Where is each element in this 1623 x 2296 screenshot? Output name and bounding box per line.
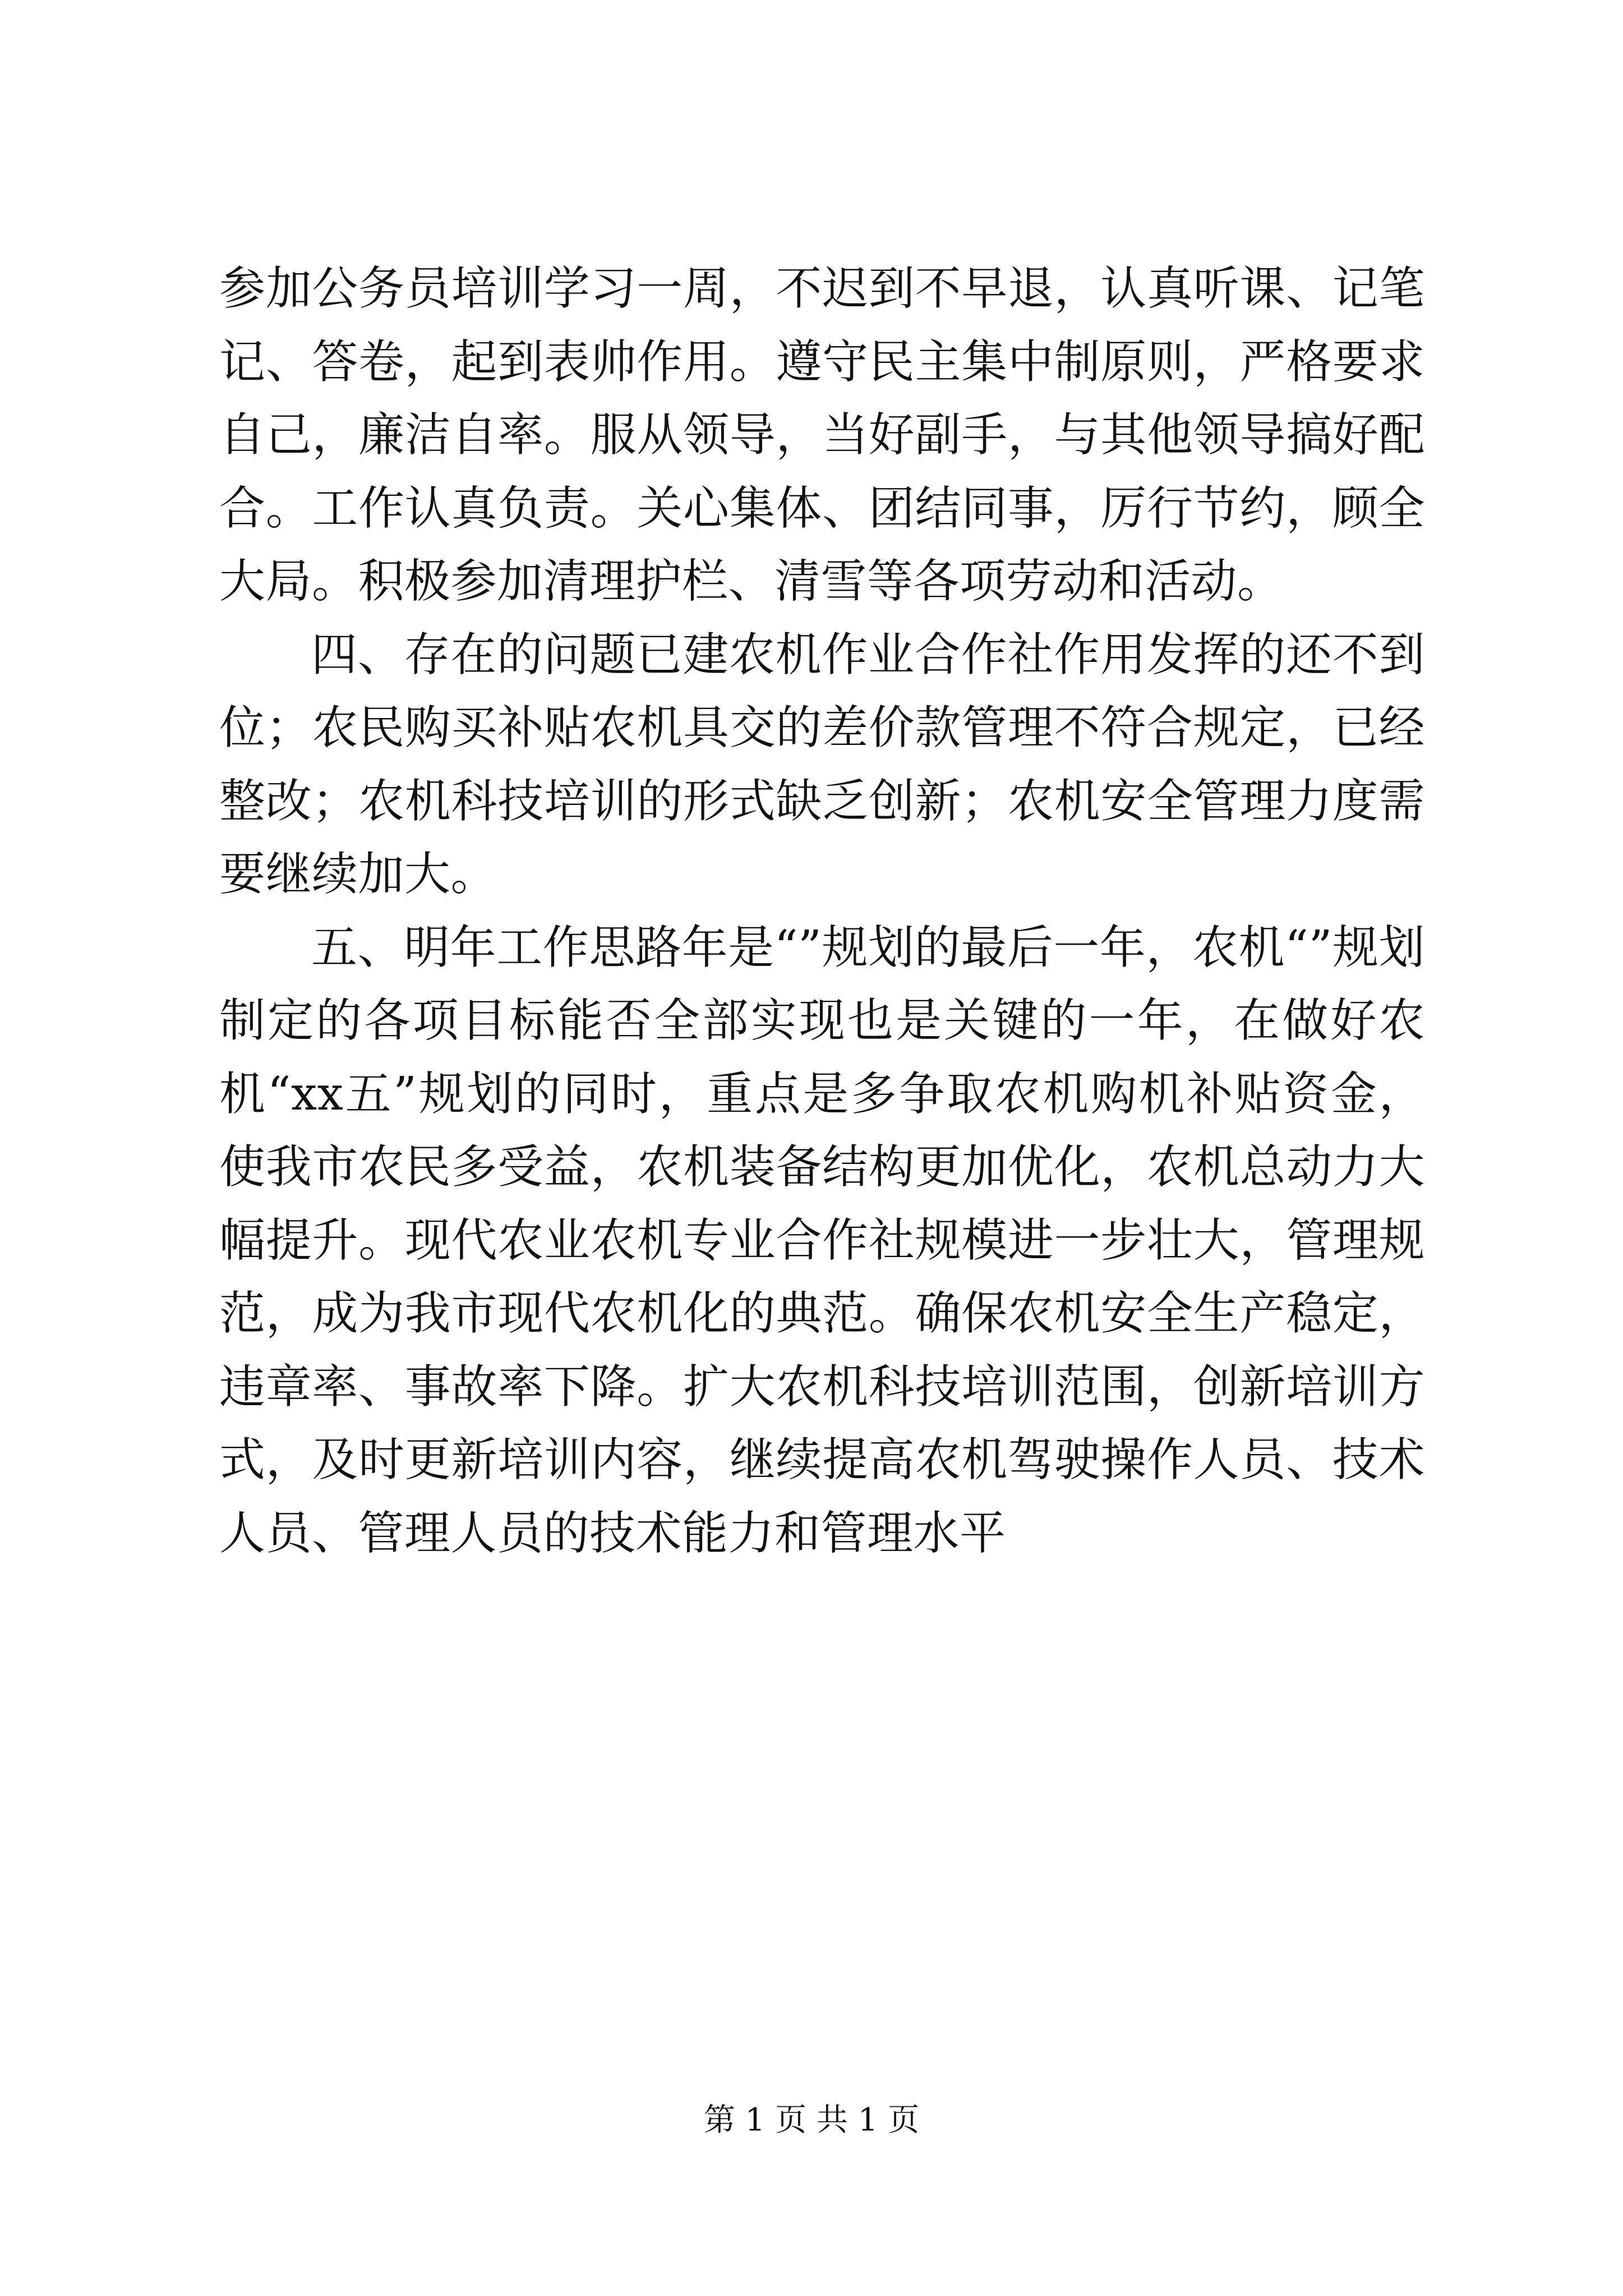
paragraph-problems: 四、存在的问题已建农机作业合作社作用发挥的还不到位；农民购买补贴农机具交的差价款管理不符合规定，已经整改；农机科技培训的形式缺乏创新；农机安全管理力度需要继续加大。 xyxy=(219,628,1425,901)
paragraph-next-year-plan: 五、明年工作思路年是“”规划的最后一年，农机“”规划制定的各项目标能否全部实现也是关键的一年，在做好农机“xx五”规划的同时，重点是多争取农机购机补贴资金，使我市农民多受益，农机装备结构更加优化，农机总动力大幅提升。现代农业农机专业合作社规模进一步壮大，管理规范，成为我市现代农机化的典范。确保农机安全生产稳定，违章率、事故率下降。扩大农机科技培训范围，创新培训方式，及时更新培训内容，继续提高农机驾驶操作人员、技术人员、管理人员的技术能力和管理水平 xyxy=(219,921,1425,1560)
page-footer: 第 1 页 共 1 页 xyxy=(703,2102,920,2138)
paragraph-conduct: 参加公务员培训学习一周，不迟到不早退，认真听课、记笔记、答卷，起到表帅作用。遵守民主集中制原则，严格要求自己，廉洁自率。服从领导，当好副手，与其他领导搞好配合。工作认真负责。关心集体、团结同事，厉行节约，顾全大局。积极参加清理护栏、清雪等各项劳动和活动。 xyxy=(219,262,1425,608)
document-body xyxy=(219,252,1425,1570)
